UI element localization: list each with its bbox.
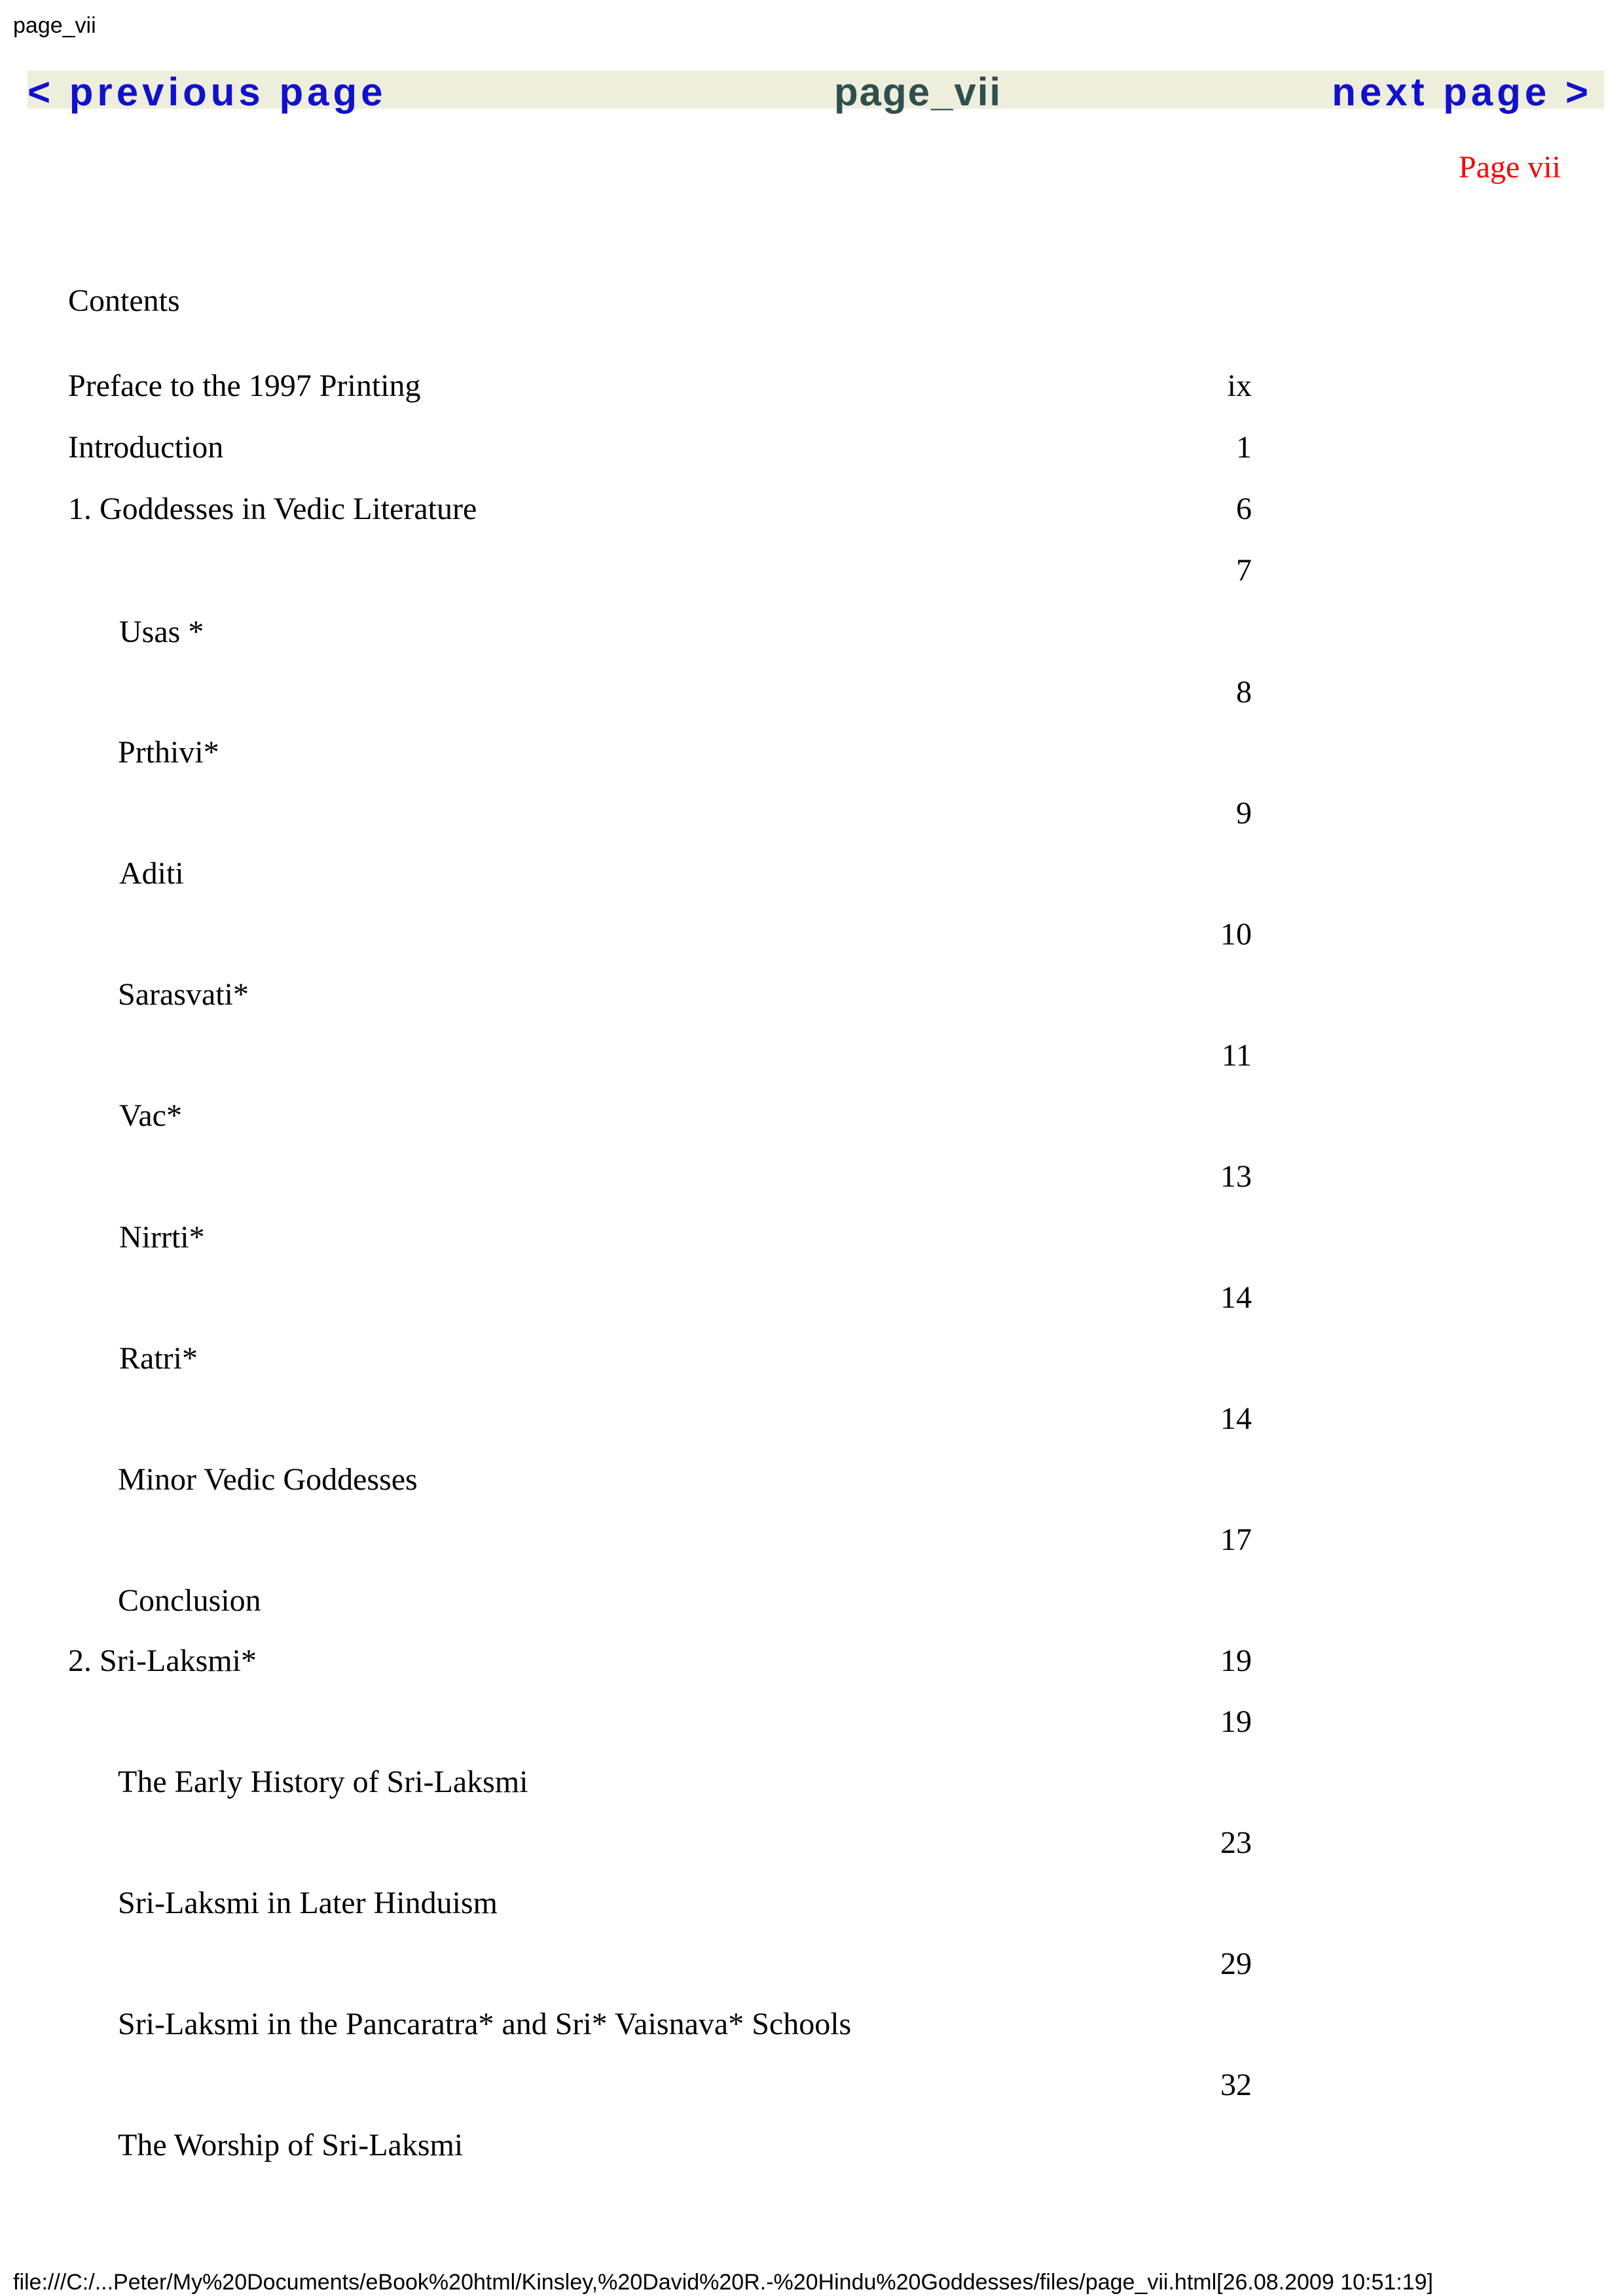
toc-entry-page: 8 [1236, 675, 1252, 709]
toc-entry-page: 11 [1221, 1038, 1252, 1073]
toc-entry-title: Vac* [119, 1098, 182, 1133]
toc-entry-title: Nirrti* [119, 1220, 205, 1255]
previous-page-link[interactable]: < previous page [27, 70, 387, 114]
navigation-bar [27, 70, 1604, 114]
contents-heading: Contents [68, 283, 180, 318]
toc-entry-title: Sri-Laksmi in the Pancaratra* and Sri* Vaisnava* Schools [118, 2007, 852, 2041]
toc-entry-title: Sri-Laksmi in Later Hinduism [118, 1886, 498, 1920]
toc-entry-title: Introduction [68, 430, 224, 465]
page-title: page_vii [833, 70, 1002, 114]
toc-entry-title: 1. Goddesses in Vedic Literature [68, 492, 477, 526]
page-number-label: Page vii [1459, 150, 1561, 185]
toc-entry-title: The Worship of Sri-Laksmi [118, 2128, 464, 2162]
toc-entry-page: 14 [1220, 1401, 1252, 1436]
toc-entry-page: 17 [1220, 1522, 1252, 1557]
toc-entry-page: 19 [1220, 1704, 1252, 1739]
toc-entry-title: Ratri* [119, 1341, 198, 1376]
next-page-link[interactable]: next page > [1332, 70, 1592, 114]
toc-entry-page: 9 [1236, 796, 1252, 831]
toc-entry-page: 19 [1220, 1643, 1252, 1678]
toc-entry-title: Aditi [119, 856, 184, 891]
toc-entry-page: 13 [1220, 1159, 1252, 1194]
toc-entry-page: 32 [1220, 2068, 1252, 2102]
toc-entry-page: 29 [1220, 1946, 1252, 1981]
toc-entry-page: 1 [1236, 430, 1252, 465]
print-header: page_vii [13, 13, 96, 38]
toc-entry-page: 14 [1220, 1280, 1252, 1315]
toc-entry-title: 2. Sri-Laksmi* [68, 1643, 257, 1678]
toc-entry-page: ix [1227, 368, 1252, 403]
print-footer-url: file:///C:/...Peter/My%20Documents/eBook%20html/Kinsley,%20David%20R.-%20Hindu%20Goddesses/files/page_vii.html[26.08.2009 10:51:19] [13, 2270, 1433, 2295]
toc-entry-title: The Early History of Sri-Laksmi [118, 1765, 528, 1799]
toc-entry-title: Sarasvati* [118, 977, 249, 1012]
toc-entry-title: Usas * [119, 615, 204, 649]
toc-entry-title: Prthivi* [118, 735, 219, 770]
toc-entry-title: Conclusion [118, 1583, 261, 1618]
toc-entry-page: 6 [1236, 492, 1252, 526]
toc-entry-page: 7 [1236, 553, 1252, 588]
toc-entry-page: 23 [1220, 1825, 1252, 1860]
toc-entry-page: 10 [1220, 917, 1252, 952]
toc-entry-title: Preface to the 1997 Printing [68, 368, 421, 403]
toc-entry-title: Minor Vedic Goddesses [118, 1462, 418, 1497]
